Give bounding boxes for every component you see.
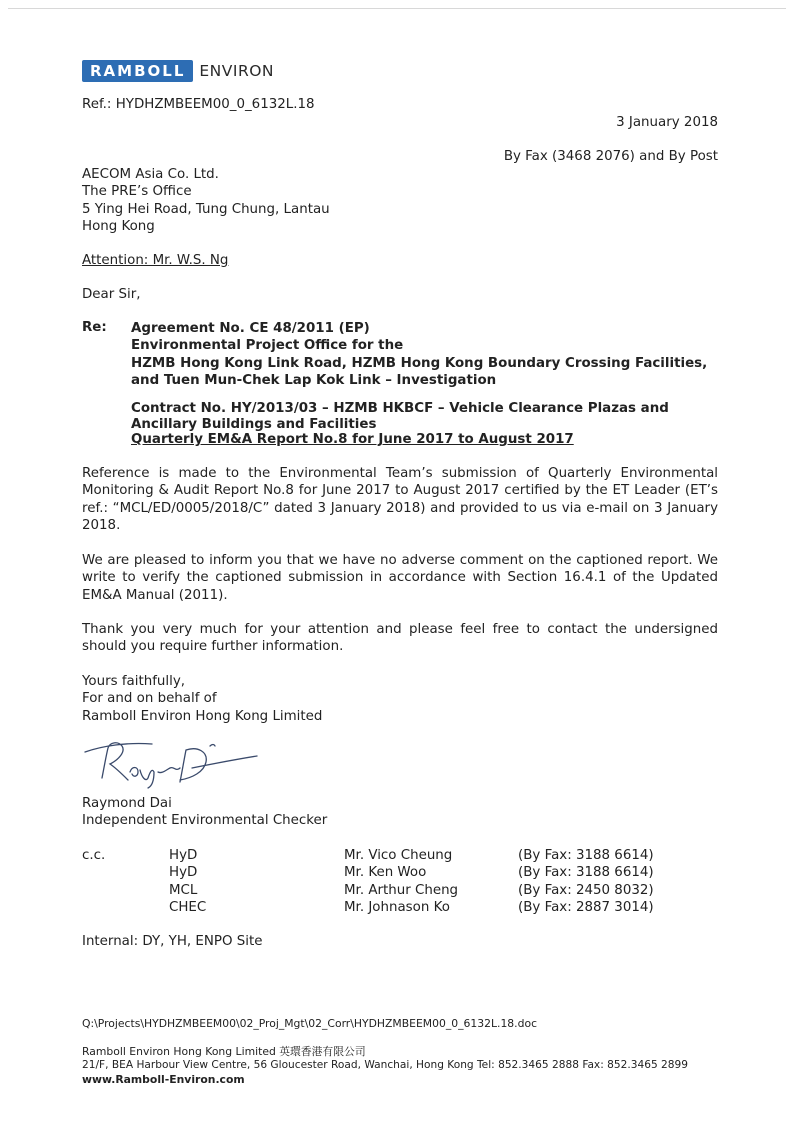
cc-org: HyD	[169, 865, 198, 881]
recipient-line: Hong Kong	[82, 219, 155, 235]
reference-number: Ref.: HYDHZMBEEM00_0_6132L.18	[82, 97, 315, 112]
letter-date: 3 January 2018	[616, 115, 718, 130]
subject-line: Environmental Project Office for the	[131, 338, 404, 354]
cc-fax: (By Fax: 2887 3014)	[518, 900, 654, 916]
attention-line: Attention: Mr. W.S. Ng	[82, 253, 229, 268]
cc-person: Mr. Arthur Cheng	[344, 882, 459, 898]
cc-org: HyD	[169, 848, 198, 863]
footer-company: Ramboll Environ Hong Kong Limited 英環香港有限公司	[82, 1045, 366, 1058]
signer-block	[82, 795, 327, 830]
cc-person: Mr. Johnason Ko	[344, 900, 450, 916]
subject-line: HZMB Hong Kong Link Road, HZMB Hong Kong Boundary Crossing Facilities,	[131, 355, 708, 371]
cc-person: Mr. Ken Woo	[344, 865, 427, 881]
salutation: Dear Sir,	[82, 287, 141, 302]
internal-distribution: Internal: DY, YH, ENPO Site	[82, 934, 263, 949]
delivery-method: By Fax (3468 2076) and By Post	[503, 149, 718, 164]
recipient-line: The PRE’s Office	[82, 184, 192, 200]
body-paragraph-3: Thank you very much for your attention and please feel free to contact the undersigned should you require further information.	[82, 622, 718, 655]
contract-line: Contract No. HY/2013/03 – HZMB HKBCF – Vehicle Clearance Plazas and	[131, 401, 669, 416]
recipient-line: 5 Ying Hei Road, Tung Chung, Lantau	[82, 201, 330, 217]
subject-line: Agreement No. CE 48/2011 (EP)	[131, 321, 370, 336]
page-top-border	[8, 8, 786, 9]
closing-line: For and on behalf of	[82, 691, 217, 707]
cc-person: Mr. Vico Cheung	[344, 848, 453, 863]
cc-label: c.c.	[82, 848, 106, 863]
cc-fax: (By Fax: 2450 8032)	[518, 882, 654, 898]
cc-list	[0, 848, 794, 920]
recipient-address	[82, 166, 330, 236]
closing-block	[82, 673, 322, 725]
body-paragraph-1: Reference is made to the Environmental Team’s submission of Quarterly Environmental Monitoring & Audit Report No.8 for June 2017 to August 2017 certified by the ET Leader (ET’s ref.: “MCL/ED/0005/2018/C” dated 3 January 2018) and provided to us via e-mail on 3 January 2018.	[82, 466, 718, 534]
contract-block	[131, 401, 669, 448]
closing-line: Yours faithfully,	[82, 674, 186, 689]
cc-org: MCL	[169, 882, 198, 898]
logo-ramboll: RAMBOLL	[82, 60, 193, 82]
signer-title: Independent Environmental Checker	[82, 813, 328, 829]
re-label: Re:	[82, 320, 107, 335]
cc-fax: (By Fax: 3188 6614)	[518, 848, 654, 863]
contract-line: Ancillary Buildings and Facilities	[131, 416, 377, 432]
signer-name: Raymond Dai	[82, 796, 172, 811]
footer-address: 21/F, BEA Harbour View Centre, 56 Gloucester Road, Wanchai, Hong Kong Tel: 852.3465 2888 Fax: 852.3465 2899	[82, 1059, 689, 1071]
body-paragraph-2: We are pleased to inform you that we have no adverse comment on the captioned report. We write to verify the captioned submission in accordance with Section 16.4.1 of the Updated EM&A Manual (2011).	[82, 553, 718, 603]
recipient-line: AECOM Asia Co. Ltd.	[82, 167, 219, 182]
cc-org: CHEC	[169, 900, 207, 916]
closing-line: Ramboll Environ Hong Kong Limited	[82, 708, 323, 724]
subject-block	[131, 320, 707, 390]
subject-line: and Tuen Mun-Chek Lap Kok Link – Investigation	[131, 373, 497, 389]
footer-website[interactable]: www.Ramboll-Environ.com	[82, 1073, 245, 1086]
report-title: Quarterly EM&A Report No.8 for June 2017 to August 2017	[131, 432, 574, 448]
file-path: Q:\Projects\HYDHZMBEEM00\02_Proj_Mgt\02_Corr\HYDHZMBEEM00_0_6132L.18.doc	[82, 1017, 538, 1030]
handwritten-signature	[82, 738, 262, 790]
company-logo	[82, 60, 274, 82]
logo-environ: ENVIRON	[199, 62, 275, 80]
cc-fax: (By Fax: 3188 6614)	[518, 865, 654, 881]
